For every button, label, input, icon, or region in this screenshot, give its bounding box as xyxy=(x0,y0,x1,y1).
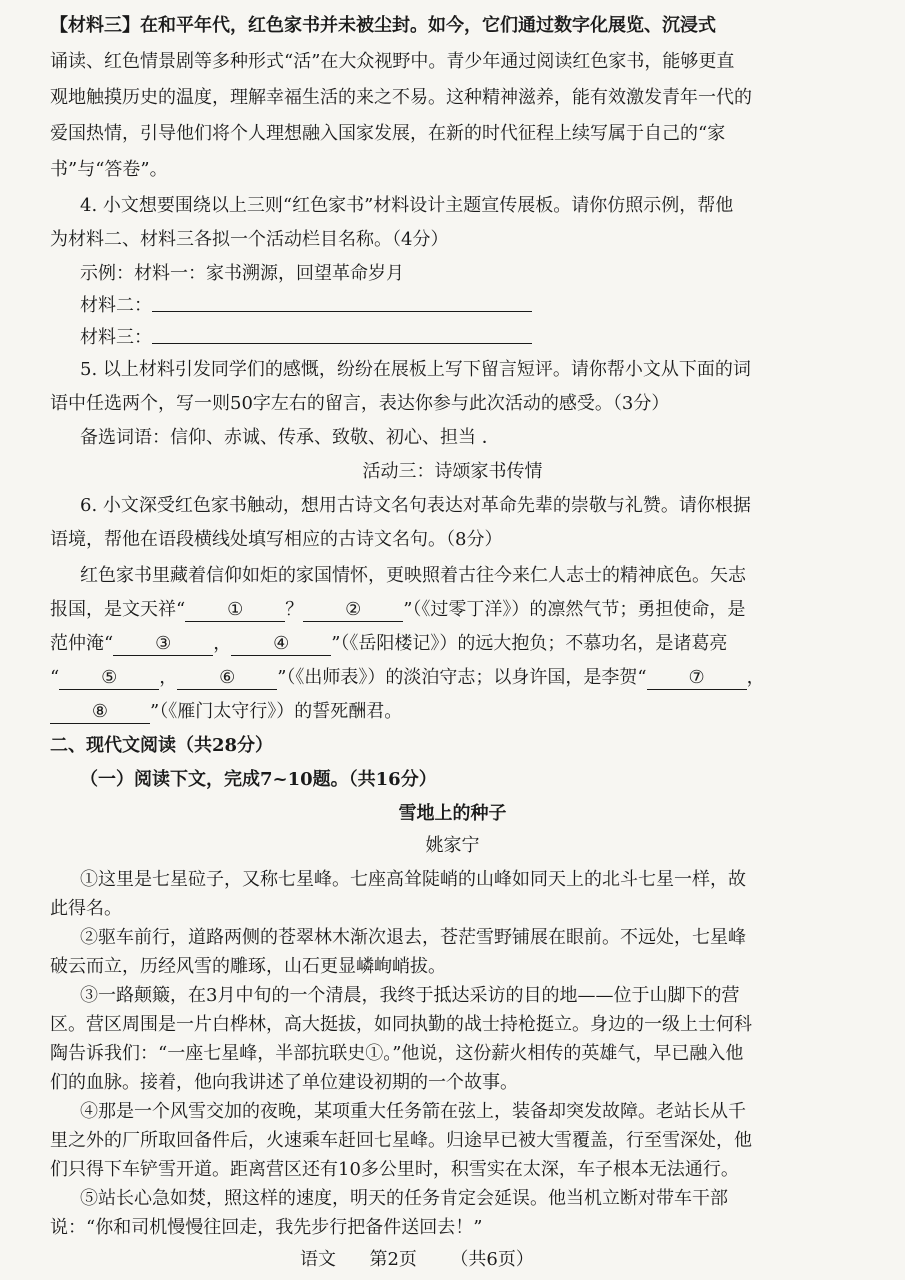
blank-3[interactable]: ③ xyxy=(113,633,213,656)
blank-7[interactable]: ⑦ xyxy=(647,667,747,690)
q6-passage-5 xyxy=(50,696,402,728)
section2-subheading: （一）阅读下文，完成7~10题。（共16分） xyxy=(80,769,437,790)
q6-text: ， xyxy=(213,633,232,654)
q4-line-2: 为材料二、材料三各拟一个活动栏目名称。（4分） xyxy=(50,229,449,250)
footer-page: 第2页 xyxy=(369,1249,417,1270)
q6-text: 范仲淹“ xyxy=(50,633,114,654)
q6-passage-1: 红色家书里藏着信仰如炬的家国情怀，更映照着古往今来仁人志士的精神底色。矢志 xyxy=(80,565,746,586)
article-para3-line2: 区。营区周围是一片白桦林，高大挺拔，如同执勤的战士持枪挺立。身边的一级上士何科 xyxy=(50,1014,752,1035)
article-para4-line3: 们只得下车铲雪开道。距离营区还有10多公里时，积雪实在太深，车子根本无法通行。 xyxy=(50,1159,739,1180)
q4-field2-label: 材料二： xyxy=(80,295,152,316)
q6-text: ”（《出师表》）的淡泊守志；以身许国，是李贺“ xyxy=(277,667,647,688)
article-para5-line1: ⑤站长心急如焚，照这样的速度，明天的任务肯定会延误。他当机立断对带车干部 xyxy=(80,1188,728,1209)
q6-text: 报国，是文天祥“ xyxy=(50,599,186,620)
q6-text: ， xyxy=(746,667,765,688)
article-para2-line1: ②驱车前行，道路两侧的苍翠林木渐次退去，苍茫雪野铺展在眼前。不远处，七星峰 xyxy=(80,927,746,948)
blank-1[interactable]: ① xyxy=(185,599,285,622)
q6-line-1: 6. 小文深受红色家书触动，想用古诗文名句表达对革命先辈的崇敬与礼赞。请你根据 xyxy=(80,495,751,516)
q4-field-material3[interactable] xyxy=(80,322,532,354)
q6-text: ”（《岳阳楼记》）的远大抱负；不慕功名，是诸葛亮 xyxy=(331,633,728,654)
q6-text: ， xyxy=(159,667,178,688)
q5-line-1: 5. 以上材料引发同学们的感慨，纷纷在展板上写下留言短评。请你帮小文从下面的词 xyxy=(80,359,751,380)
q6-line-2: 语境，帮他在语段横线处填写相应的古诗文名句。（8分） xyxy=(50,529,503,550)
q6-text: ？ xyxy=(285,599,304,620)
q6-text: ”（《雁门太守行》）的誓死酬君。 xyxy=(150,701,403,722)
blank-5[interactable]: ⑤ xyxy=(59,667,159,690)
blank-4[interactable]: ④ xyxy=(231,633,331,656)
q5-words: 备选词语：信仰、赤诚、传承、致敬、初心、担当 ． xyxy=(80,427,500,448)
article-para4-line1: ④那是一个风雪交加的夜晚，某项重大任务箭在弦上，装备却突发故障。老站长从千 xyxy=(80,1101,746,1122)
footer-total: （共6页） xyxy=(450,1249,534,1270)
blank-6[interactable]: ⑥ xyxy=(177,667,277,690)
article-para3-line4: 们的血脉。接着，他向我讲述了单位建设初期的一个故事。 xyxy=(50,1072,518,1093)
q4-field-material2[interactable] xyxy=(80,290,532,322)
q6-passage-3 xyxy=(50,628,727,660)
blank-8[interactable]: ⑧ xyxy=(50,701,150,724)
q6-passage-2 xyxy=(50,594,745,626)
q6-text: ”（《过零丁洋》）的凛然气节；勇担使命，是 xyxy=(403,599,746,620)
material3-line-4: 爱国热情，引导他们将个人理想融入国家发展，在新的时代征程上续写属于自己的“家 xyxy=(50,123,726,144)
answer-line[interactable] xyxy=(152,333,532,344)
article-para1-line2: 此得名。 xyxy=(50,898,122,919)
section2-heading: 二、现代文阅读（共28分） xyxy=(50,735,274,756)
q6-passage-4 xyxy=(50,662,765,694)
q6-text: “ xyxy=(50,667,60,688)
footer-subject: 语文 xyxy=(300,1249,336,1270)
article-para2-line2: 破云而立，历经风雪的雕琢，山石更显嶙峋峭拔。 xyxy=(50,956,446,977)
footer xyxy=(300,1244,534,1276)
article-author: 姚家宁 xyxy=(425,835,480,856)
article-title: 雪地上的种子 xyxy=(398,803,507,824)
blank-2[interactable]: ② xyxy=(303,599,403,622)
material3-line-1: 【材料三】在和平年代，红色家书并未被尘封。如今，它们通过数字化展览、沉浸式 xyxy=(50,15,716,36)
material3-line-5: 书”与“答卷”。 xyxy=(50,159,168,180)
q4-example: 示例：材料一：家书溯源，回望革命岁月 xyxy=(80,263,404,284)
activity3-heading: 活动三：诗颂家书传情 xyxy=(362,461,543,482)
article-para4-line2: 里之外的厂所取回备件后，火速乘车赶回七星峰。归途早已被大雪覆盖，行至雪深处，他 xyxy=(50,1130,752,1151)
article-para3-line3: 陶告诉我们：“一座七星峰，半部抗联史①。”他说，这份薪火相传的英雄气，早已融入他 xyxy=(50,1043,744,1064)
material3-line-3: 观地触摸历史的温度，理解幸福生活的来之不易。这种精神滋养，能有效激发青年一代的 xyxy=(50,87,752,108)
article-para1-line1: ①这里是七星砬子，又称七星峰。七座高耸陡峭的山峰如同天上的北斗七星一样，故 xyxy=(80,869,746,890)
material3-line-2: 诵读、红色情景剧等多种形式“活”在大众视野中。青少年通过阅读红色家书，能够更直 xyxy=(50,51,735,72)
article-para5-line2: 说：“你和司机慢慢往回走，我先步行把备件送回去！” xyxy=(50,1217,483,1238)
answer-line[interactable] xyxy=(152,301,532,312)
q4-field3-label: 材料三： xyxy=(80,327,152,348)
q4-line-1: 4. 小文想要围绕以上三则“红色家书”材料设计主题宣传展板。请你仿照示例，帮他 xyxy=(80,195,734,216)
article-para3-line1: ③一路颠簸，在3月中旬的一个清晨，我终于抵达采访的目的地——位于山脚下的营 xyxy=(80,985,740,1006)
q5-line-2: 语中任选两个，写一则50字左右的留言，表达你参与此次活动的感受。（3分） xyxy=(50,393,670,414)
